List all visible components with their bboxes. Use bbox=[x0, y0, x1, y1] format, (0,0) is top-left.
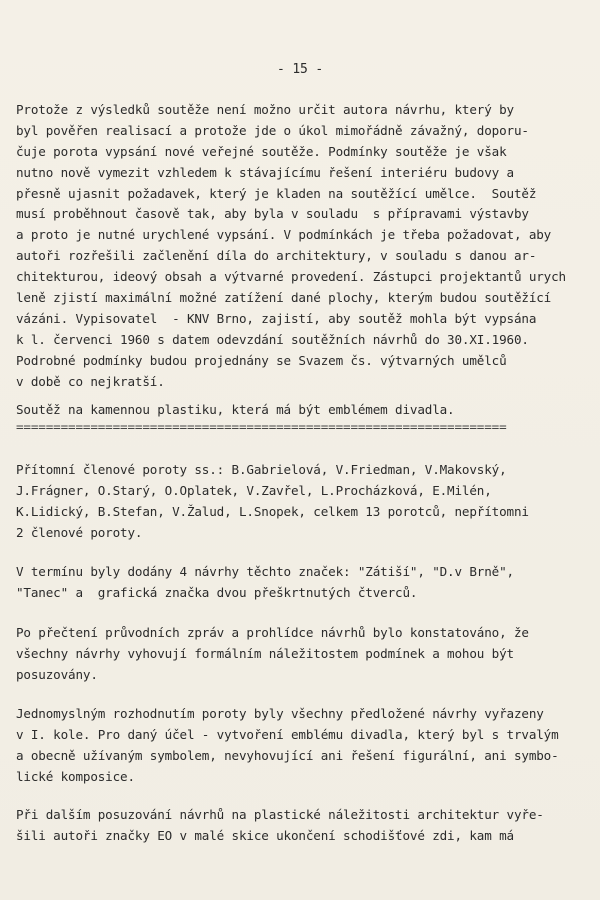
text-line: všechny návrhy vyhovují formálním náležitostem podmínek a mohou být bbox=[16, 645, 514, 661]
text-line: přesně ujasnit požadavek, který je kladen na soutěžící umělce. Soutěž bbox=[16, 185, 537, 201]
paragraph-competition-result bbox=[16, 100, 596, 392]
text-line: autoři rozřešili začlenění díla do architektury, v souladu s danou ar- bbox=[16, 248, 537, 264]
paragraph-further-assessment bbox=[16, 805, 596, 847]
text-line: Po přečtení průvodních zpráv a prohlídce návrhů bylo konstatováno, že bbox=[16, 625, 529, 640]
text-line: 2 členové poroty. bbox=[16, 524, 143, 540]
text-line: "Tanec" a grafická značka dvou přeškrtnutých čtverců. bbox=[16, 584, 418, 600]
paragraph-decision bbox=[16, 704, 596, 788]
text-line: Jednomyslným rozhodnutím poroty byly všechny předložené návrhy vyřazeny bbox=[16, 706, 544, 721]
text-line: V termínu byly dodány 4 návrhy těchto značek: "Zátiší", "D.v Brně", bbox=[16, 564, 514, 579]
text-line: v době co nejkratší. bbox=[16, 373, 165, 389]
text-line: musí proběhnout časově tak, aby byla v souladu s přípravami výstavby bbox=[16, 206, 529, 222]
text-line: k l. červenci 1960 s datem odevzdání soutěžních návrhů do 30.XI.1960. bbox=[16, 331, 529, 347]
text-line: Přítomní členové poroty ss.: B.Gabrielová, V.Friedman, V.Makovský, bbox=[16, 462, 507, 477]
text-line: čuje porota vypsání nové veřejné soutěže. Podmínky soutěže je však bbox=[16, 143, 507, 159]
text-line: a obecně užívaným symbolem, nevyhovující ani řešení figurální, ani symbo- bbox=[16, 747, 559, 763]
text-line: Při dalším posuzování návrhů na plastické náležitosti architektur vyře- bbox=[16, 807, 544, 822]
paragraph-submitted-designs bbox=[16, 562, 596, 604]
heading-text: Soutěž na kamennou plastiku, která má být emblémem divadla. bbox=[16, 402, 455, 417]
text-line: Podrobné podmínky budou projednány se Svazem čs. výtvarných umělců bbox=[16, 352, 507, 368]
text-line: a proto je nutné urychlené vypsání. V podmínkách je třeba požadovat, aby bbox=[16, 227, 552, 243]
section-heading bbox=[16, 400, 596, 421]
paragraph-review bbox=[16, 623, 596, 686]
paragraph-jury-members bbox=[16, 460, 596, 544]
text-line: nutno nově vymezit vzhledem k stávajícímu řešení interiéru budovy a bbox=[16, 164, 514, 180]
page-number: - 15 - bbox=[276, 62, 324, 77]
heading-underline: ================================================================== bbox=[16, 420, 507, 434]
text-line: chitekturou, ideový obsah a výtvarné provedení. Zástupci projektantů urych bbox=[16, 269, 566, 285]
text-line: Protože z výsledků soutěže není možno určit autora návrhu, který by bbox=[16, 102, 514, 117]
text-line: J.Frágner, O.Starý, O.Oplatek, V.Zavřel, L.Procházková, E.Milén, bbox=[16, 482, 492, 498]
text-line: vázáni. Vypisovatel - KNV Brno, zajistí, aby soutěž mohla být vypsána bbox=[16, 310, 537, 326]
text-line: leně zjistí maximální možné zatížení dané plochy, kterým budou soutěžící bbox=[16, 290, 552, 306]
text-line: lické komposice. bbox=[16, 768, 135, 784]
text-line: byl pověřen realisací a protože jde o úkol mimořádně závažný, doporu- bbox=[16, 122, 529, 138]
text-line: posuzovány. bbox=[16, 666, 98, 682]
text-line: K.Lidický, B.Stefan, V.Žalud, L.Snopek, celkem 13 porotců, nepřítomni bbox=[16, 503, 529, 519]
text-line: šili autoři značky EO v malé skice ukončení schodišťové zdi, kam má bbox=[16, 827, 514, 843]
text-line: v I. kole. Pro daný účel - vytvoření emblému divadla, který byl s trvalým bbox=[16, 726, 559, 742]
